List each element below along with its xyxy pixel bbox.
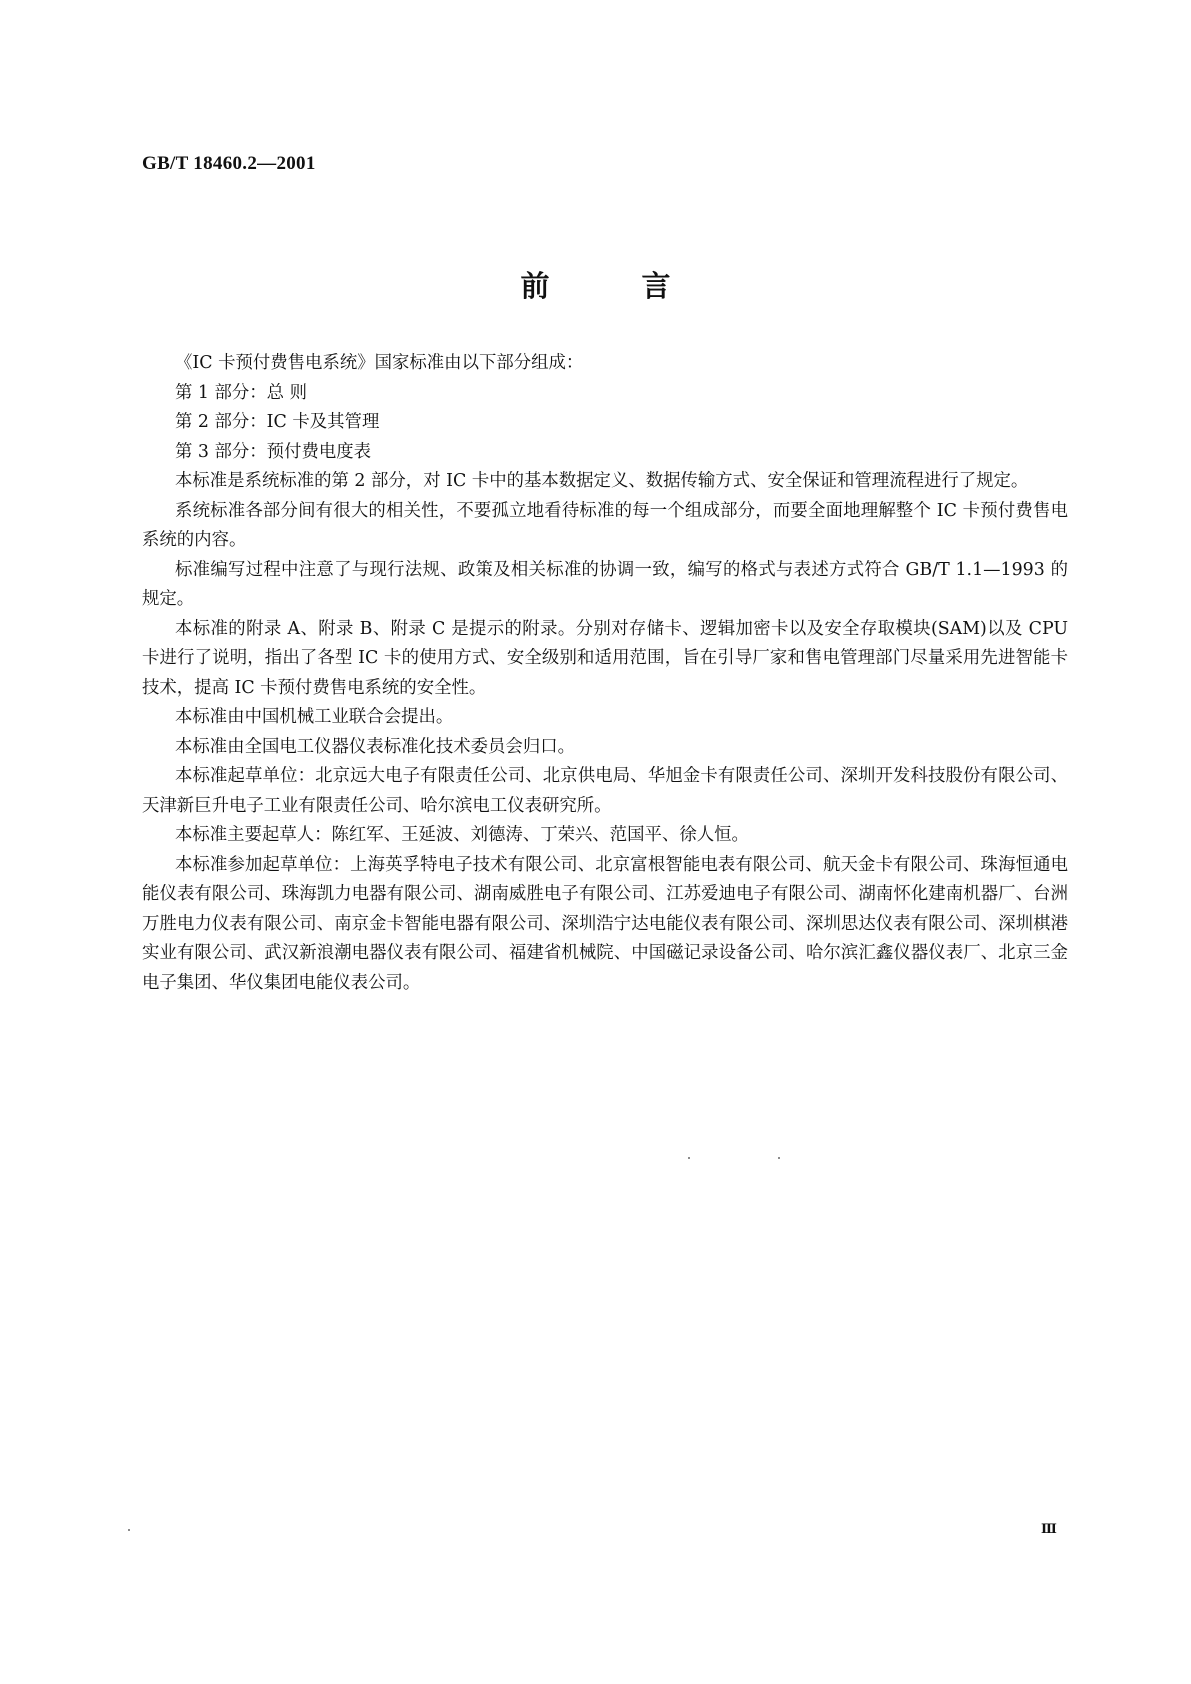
document-code: GB/T 18460.2—2001	[142, 153, 316, 174]
page-number: Ⅲ	[1041, 1522, 1057, 1537]
scan-speck	[688, 1157, 690, 1159]
paragraph: 本标准由全国电工仪器仪表标准化技术委员会归口。	[175, 736, 575, 757]
part-item: 第 3 部分：预付费电度表	[175, 441, 372, 462]
paragraph: 本标准起草单位：北京远大电子有限责任公司、北京供电局、华旭金卡有限责任公司、深圳开发科技股份有限公司、天津新巨升电子工业有限责任公司、哈尔滨电工仪表研究所。	[142, 766, 1068, 816]
paragraph: 标准编写过程中注意了与现行法规、政策及相关标准的协调一致，编写的格式与表述方式符合 GB/T 1.1—1993 的规定。	[142, 559, 1068, 609]
page-title: 前言	[520, 269, 763, 303]
intro-line: 《IC 卡预付费售电系统》国家标准由以下部分组成：	[175, 353, 584, 373]
paragraph: 本标准的附录 A、附录 B、附录 C 是提示的附录。分别对存储卡、逻辑加密卡以及安全存取模块(SAM)以及 CPU 卡进行了说明，指出了各型 IC 卡的使用方式、安全级别和适用范围，旨在引导厂家和售电管理部门尽量采用先进智能卡技术，提高 IC 卡预付费售电系统的安全性。	[142, 618, 1068, 698]
paragraph: 本标准参加起草单位：上海英孚特电子技术有限公司、北京富根智能电表有限公司、航天金卡有限公司、珠海恒通电能仪表有限公司、珠海凯力电器有限公司、湖南威胜电子有限公司、江苏爱迪电子有限公司、湖南怀化建南机器厂、台洲万胜电力仪表有限公司、南京金卡智能电器有限公司、深圳浩宁达电能仪表有限公司、深圳思达仪表有限公司、深圳棋港实业有限公司、武汉新浪潮电器仪表有限公司、福建省机械院、中国磁记录设备公司、哈尔滨汇鑫仪器仪表厂、北京三金电子集团、华仪集团电能仪表公司。	[142, 854, 1068, 993]
part-item: 第 2 部分：IC 卡及其管理	[175, 412, 380, 432]
scan-speck	[128, 1529, 130, 1531]
paragraph: 本标准主要起草人：陈红军、王延波、刘德涛、丁荣兴、范国平、徐人恒。	[175, 825, 749, 845]
scan-speck	[778, 1157, 780, 1159]
part-item: 第 1 部分：总 则	[175, 382, 307, 403]
paragraph: 系统标准各部分间有很大的相关性，不要孤立地看待标准的每一个组成部分，而要全面地理解整个 IC 卡预付费售电系统的内容。	[142, 500, 1068, 550]
paragraph: 本标准由中国机械工业联合会提出。	[175, 707, 454, 727]
paragraph: 本标准是系统标准的第 2 部分，对 IC 卡中的基本数据定义、数据传输方式、安全保证和管理流程进行了规定。	[175, 471, 1029, 491]
document-body	[142, 349, 1068, 998]
